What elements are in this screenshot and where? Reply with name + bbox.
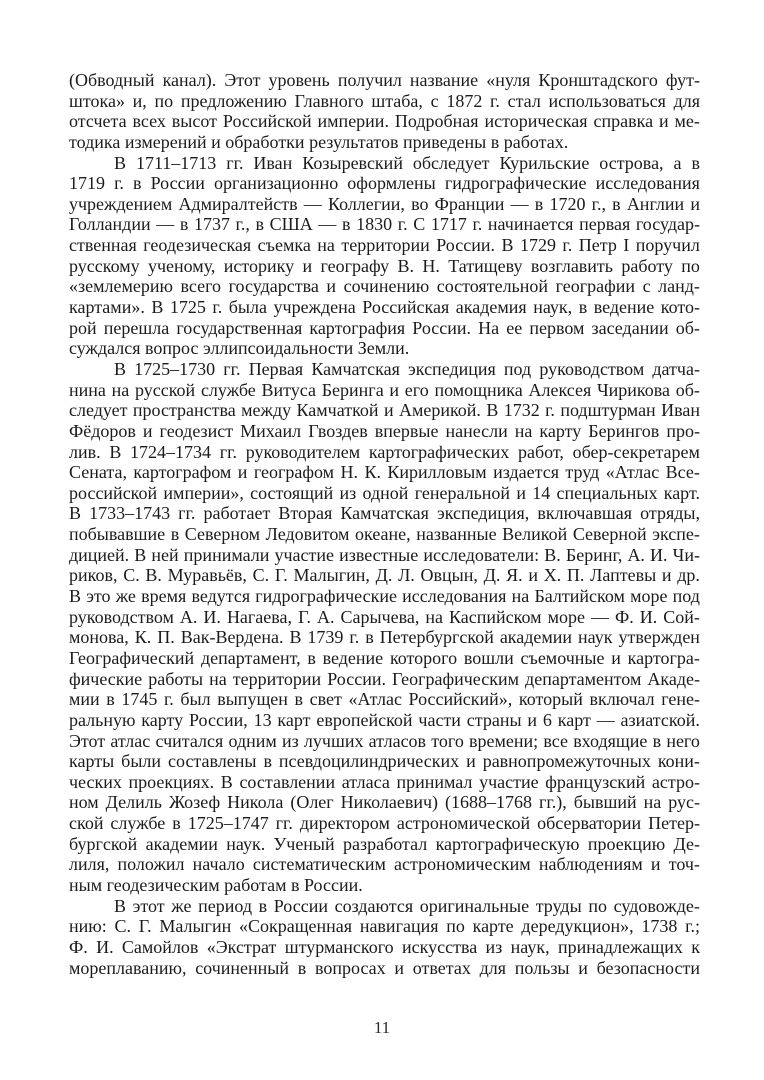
text-line: В этот же период в России создаются оригинальные труды по судовожде- [114, 895, 700, 916]
text-line: нина на русской службе Витуса Беринга и его помощника Алексея Чирикова об- [69, 379, 700, 400]
text-line: ным геодезическим работам в России. [69, 874, 363, 895]
text-line: нию: С. Г. Малыгин «Сокращенная навигация по карте дередукцион», 1738 г.; [69, 916, 700, 937]
text-line: В 1725–1730 гг. Первая Камчатская экспедиция под руководством датча- [114, 358, 700, 379]
text-line: рой перешла государственная картография России. На ее первом заседании об- [69, 317, 700, 338]
text-line: учреждением Адмиралтейств — Коллегии, во Франции — в 1720 г., в Англии и [69, 193, 700, 214]
text-line: ном Делиль Жозеф Никола (Олег Николаевич) (1688–1768 гг.), бывший на рус- [69, 792, 700, 813]
text-line: (Обводный канал). Этот уровень получил название «нуля Кронштадского фут- [69, 70, 700, 90]
text-line: карты были составлены в псевдоцилиндрических и равнопромежуточных кони- [69, 751, 700, 772]
text-line: Ф. И. Самойлов «Экстрат штурманского искусства из наук, принадлежащих к [69, 936, 700, 957]
text-line: Фёдоров и геодезист Михаил Гвоздев впервые нанесли на карту Берингов про- [69, 420, 700, 441]
text-line: дицией. В ней принимали участие известные исследователи: В. Беринг, А. И. Чи- [69, 544, 700, 565]
text-line: руководством А. И. Нагаева, Г. А. Сарычева, на Каспийском море — Ф. И. Сой- [69, 606, 700, 627]
page-number: 11 [373, 1018, 391, 1037]
text-line: Географический департамент, в ведение которого вошли съемочные и картогра- [69, 647, 700, 668]
text-line: мии в 1745 г. был выпущен в свет «Атлас Российский», который включал гене- [69, 689, 700, 710]
text-line: монова, К. П. Вак-Вердена. В 1739 г. в Петербургской академии наук утвержден [69, 627, 700, 648]
text-line: штока» и, по предложению Главного штаба, с 1872 г. стал использоваться для [69, 90, 700, 111]
paragraph [69, 70, 700, 153]
text-line: В 1711–1713 гг. Иван Козыревский обследует Курильские острова, а в [114, 152, 700, 173]
text-line: «землемерию всего государства и сочинению состоятельной географии с ланд- [69, 276, 700, 297]
paragraph [69, 359, 700, 896]
text-line: русскому ученому, историку и географу В. Н. Татищеву возглавить работу по [69, 255, 700, 276]
text-line: ральную карту России, 13 карт европейской части страны и 6 карт — азиатской. [69, 709, 700, 730]
text-line: ческих проекциях. В составлении атласа принимал участие французский астро- [69, 771, 700, 792]
text-line: ственная геодезическая съемка на территории России. В 1729 г. Петр I поручил [69, 235, 700, 256]
text-line: ской службе в 1725–1747 гг. директором астрономической обсерватории Петер- [69, 813, 700, 834]
text-line: бургской академии наук. Ученый разработал картографическую проекцию Де- [69, 833, 700, 854]
text-block [69, 70, 700, 978]
text-line: тодика измерений и обработки результатов приведены в работах. [69, 131, 569, 152]
text-line: 1719 г. в России организационно оформлены гидрографические исследования [69, 173, 700, 194]
text-line: фические работы на территории России. Географическим департаментом Акаде- [69, 668, 700, 689]
text-line: лив. В 1724–1734 гг. руководителем картографических работ, обер-секретарем [69, 441, 700, 462]
text-line: Голландии — в 1737 г., в США — в 1830 г. С 1717 г. начинается первая государ- [69, 214, 700, 235]
paragraph [69, 896, 700, 979]
text-line: Этот атлас считался одним из лучших атласов того времени; все входящие в него [69, 730, 700, 751]
text-line: побывавшие в Северном Ледовитом океане, названные Великой Северной экспе- [69, 524, 700, 545]
text-line: лиля, положил начало систематическим астрономическим наблюдениям и точ- [69, 854, 700, 875]
text-line: Сената, картографом и географом Н. К. Кирилловым издается труд «Атлас Все- [69, 462, 700, 483]
text-line: В это же время ведутся гидрографические исследования на Балтийском море под [69, 586, 700, 607]
text-line: В 1733–1743 гг. работает Вторая Камчатская экспедиция, включавшая отряды, [69, 503, 700, 524]
text-line: картами». В 1725 г. была учреждена Российская академия наук, в ведение кото- [69, 297, 700, 318]
paragraph [69, 153, 700, 359]
text-line: риков, С. В. Муравьёв, С. Г. Малыгин, Д. Л. Овцын, Д. Я. и Х. П. Лаптевы и др. [69, 565, 700, 586]
text-line: следует пространства между Камчаткой и Америкой. В 1732 г. подштурман Иван [69, 400, 700, 421]
text-line: отсчета всех высот Российской империи. Подробная историческая справка и ме- [69, 111, 700, 132]
text-line: российской империи», состоящий из одной генеральной и 14 специальных карт. [69, 482, 700, 503]
text-line: суждался вопрос эллипсоидальности Земли. [69, 338, 410, 359]
text-line: мореплаванию, сочиненный в вопросах и ответах для пользы и безопасности [69, 957, 700, 978]
